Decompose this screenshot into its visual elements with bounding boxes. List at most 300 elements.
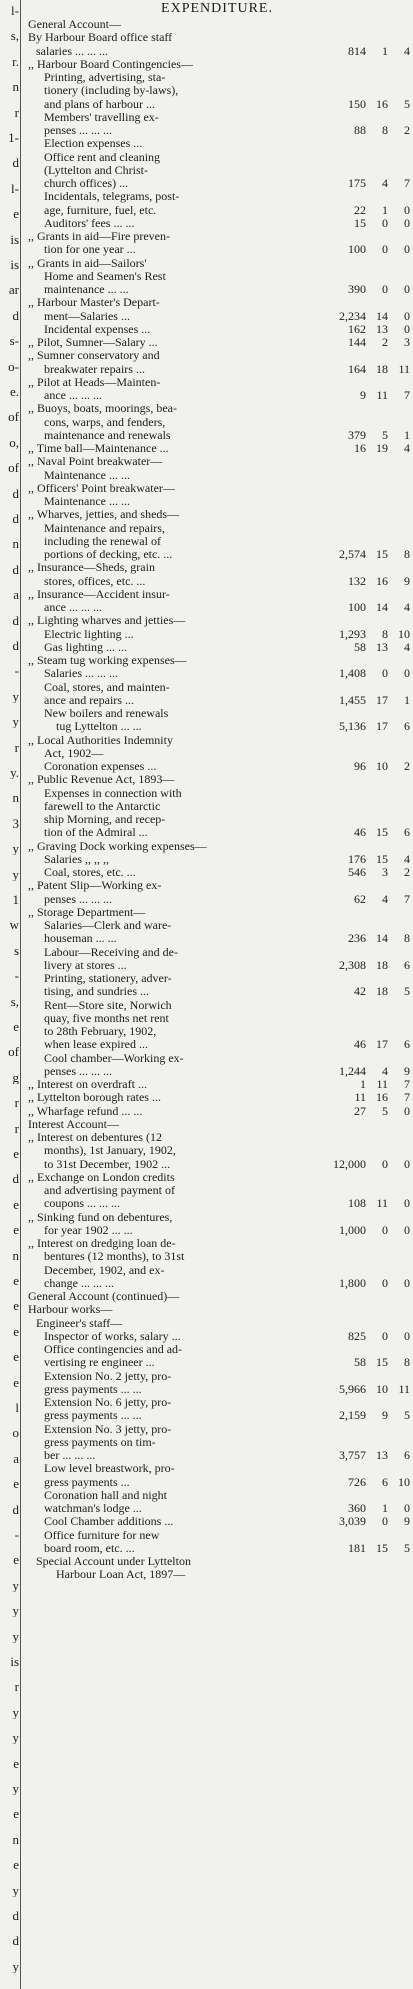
entry-text: (Lyttelton and Christ- [44,163,148,177]
fragment-word: d [12,1934,19,1948]
pounds-value: 144 [348,335,366,349]
pounds-value: 5,966 [339,1381,366,1396]
fragment-word: y [12,1578,19,1592]
fragment-word: n [12,1248,19,1262]
entry-text: ,, Sumner conservatory and [28,349,160,363]
shillings-value: 1 [382,43,388,58]
entry-line [24,522,410,535]
entry-line [24,985,410,998]
entry-line [24,1370,410,1383]
pence-value: 7 [404,176,410,190]
entry-line [24,800,410,813]
fragment-word: d [12,512,19,525]
fragment-word: e [13,207,19,221]
entry-line [24,999,410,1012]
entry-text: tug Lyttelton ... ... [56,720,142,734]
entry-line [24,442,410,455]
entry-text: Auditors' fees ... ... [44,216,135,230]
shillings-value: 1 [382,1501,388,1515]
fragment-word: n [12,80,19,94]
entry-text: Extension No. 3 jetty, pro- [44,1422,172,1436]
pence-value: 9 [404,1063,410,1078]
entry-line [24,296,410,309]
pence-value: 0 [404,202,410,217]
entry-line [24,1078,410,1091]
shillings-value: 18 [376,957,388,972]
entry-line [24,243,410,256]
entry-text: tion for one year ... [44,243,136,257]
entry-line [24,1343,410,1356]
fragment-word: - [14,969,19,983]
pence-value: 5 [404,96,410,111]
pounds-value: 108 [348,1196,366,1211]
entry-line [24,283,410,296]
pounds-value: 3,757 [339,1448,366,1462]
entry-line [24,919,410,932]
entry-text: ship Morning, and recep- [44,813,166,826]
pence-value: 0 [404,1501,410,1515]
entry-line [24,1211,410,1224]
shillings-value: 16 [376,573,388,588]
entry-text: to 28th February, 1902, [44,1025,157,1038]
fragment-word: 3 [12,816,19,830]
entry-line [24,1131,410,1144]
entry-line [24,1052,410,1065]
pence-value: 9 [404,573,410,588]
entry-text: Maintenance ... ... [44,495,130,508]
pence-value: 0 [404,308,410,323]
shillings-value: 10 [376,1381,388,1396]
entry-line [24,1144,410,1157]
entry-line [24,1330,410,1343]
fragment-word: r [14,740,19,754]
entry-line [24,614,410,627]
entry-line [24,455,410,468]
entry-line [24,1264,410,1277]
entry-line [24,641,410,654]
pence-value: 6 [404,1448,410,1462]
fragment-word: e [13,1350,19,1364]
fragment-word: 1- [8,131,19,144]
pence-value: 2 [404,865,410,879]
entry-line [24,1502,410,1515]
entry-line [24,111,410,124]
pounds-value: 58 [354,639,366,654]
entry-text: age, furniture, fuel, etc. [44,203,157,217]
fragment-word: e [13,1553,19,1567]
entry-line [24,760,410,773]
pounds-value: 379 [348,427,366,442]
entry-line [24,840,410,853]
entry-line [24,720,410,733]
entry-line [24,946,410,959]
entry-text: quay, five months net rent [44,1011,169,1025]
entry-text: church offices) ... [44,177,129,190]
fragment-word: y [12,1883,19,1897]
fragment-word: r. [12,54,19,68]
entry-line [24,1065,410,1078]
entry-line [24,164,410,177]
entry-line [24,151,410,164]
entry-text: ,, Naval Point breakwater— [28,455,163,469]
pence-value: 7 [404,1090,410,1105]
pounds-value: 132 [348,573,366,588]
entry-line [24,1197,410,1210]
entry-line [24,376,410,389]
fragment-word: d [12,486,19,500]
fragment-word: s- [9,334,19,348]
entry-line [24,773,410,786]
entry-line [24,707,410,720]
entry-text: Inspector of works, salary ... [44,1329,181,1343]
entry-text: Maintenance ... ... [44,468,130,482]
pounds-value: 814 [348,43,366,58]
entry-line [24,906,410,919]
entry-line [24,575,410,588]
shillings-value: 0 [382,1514,388,1529]
entry-text: ,, Insurance—Accident insur- [28,587,170,601]
entry-line [24,230,410,243]
entry-line [24,694,410,707]
fragment-word: e [13,1197,19,1211]
pence-value: 9 [404,1514,410,1529]
entry-text: months), 1st January, 1902, [44,1144,176,1158]
entry-text: Maintenance and repairs, [44,521,165,535]
entry-text: Harbour Loan Act, 1897— [56,1568,186,1582]
fragment-word: y [12,1731,19,1745]
shillings-value: 0 [382,1275,388,1290]
fragment-word: of [8,1045,19,1059]
pence-value: 1 [404,692,410,707]
shillings-value: 19 [376,441,388,455]
entry-line [24,1476,410,1489]
pence-value: 2 [404,123,410,137]
pounds-value: 726 [348,1474,366,1489]
entry-text: ,, Harbour Master's Depart- [28,296,160,310]
entry-text: breakwater repairs ... [44,362,145,376]
entry-text: Extension No. 6 jetty, pro- [44,1396,172,1409]
entry-line [24,1383,410,1396]
entry-text: ,, Harbour Board Contingencies— [28,57,193,71]
fragment-word: o- [8,359,19,373]
fragment-word: a [13,588,19,602]
entry-line [24,336,410,349]
pence-value: 7 [404,891,410,906]
entry-line [24,45,410,58]
fragment-word: y [12,689,19,703]
entry-text: bentures (12 months), to 31st [44,1250,185,1264]
entry-line [24,482,410,495]
pence-value: 0 [404,282,410,296]
entry-text: ,, Buoys, boats, moorings, bea- [28,402,177,416]
adjacent-column-fragment [0,0,21,1989]
entry-text: vertising re engineer ... [44,1356,155,1370]
fragment-word: 1 [12,893,19,906]
fragment-word: of [8,461,19,475]
entry-text: Extension No. 2 jetty, pro- [44,1369,172,1383]
fragment-word: e [13,1324,19,1338]
entry-text: coupons ... ... ... [44,1197,120,1211]
pounds-value: 42 [354,984,366,999]
pounds-value: 16 [354,441,366,455]
entry-line [24,1184,410,1197]
pence-value: 8 [404,931,410,946]
fragment-word: y. [10,766,19,779]
shillings-value: 18 [376,984,388,999]
entry-line [24,217,410,230]
fragment-word: y [12,715,19,729]
fragment-word: n [12,537,19,551]
entry-text: ,, Patent Slip—Working ex- [28,879,162,893]
entry-text: Coronation expenses ... [44,760,157,773]
entry-text: penses ... ... ... [44,892,112,906]
entry-text: Interest Account— [28,1117,119,1131]
entry-line [24,561,410,574]
fragment-word: is [10,232,19,246]
entry-text: ance and repairs ... [44,693,134,707]
pounds-value: 1,408 [339,666,366,681]
fragment-word: l- [11,4,19,17]
entry-line [24,879,410,892]
entry-text: Labour—Receiving and de- [44,945,178,959]
pence-value: 7 [404,388,410,402]
entry-line [24,853,410,866]
fragment-word: n [12,791,19,805]
entry-line [24,1396,410,1409]
entry-line [24,429,410,442]
pence-value: 0 [404,1275,410,1290]
entry-text: ,, Pilot at Heads—Mainten- [28,375,161,389]
entry-text: Incidentals, telegrams, post- [44,190,180,204]
shillings-value: 15 [376,1540,388,1555]
fragment-word: e [13,1274,19,1287]
entry-text: Election expenses ... [44,137,143,151]
fragment-word: - [14,1528,19,1541]
fragment-word: - [14,664,19,678]
shillings-value: 11 [376,1196,388,1211]
entry-line [24,1158,410,1171]
fragment-word: r [14,1680,19,1694]
fragment-word: e [13,1807,19,1821]
entry-line [24,1277,410,1290]
entry-line [24,190,410,203]
entry-line [24,1423,410,1436]
pence-value: 10 [398,626,410,641]
pounds-value: 15 [354,215,366,230]
pounds-value: 58 [354,1355,366,1370]
shillings-value: 16 [376,96,388,111]
entry-text: By Harbour Board office staff [28,31,173,45]
pounds-value: 100 [348,242,366,257]
entry-text: ,, Exchange on London credits [28,1170,175,1184]
entry-line [24,826,410,839]
pounds-value: 46 [354,825,366,840]
entry-line [24,508,410,521]
entry-line [24,972,410,985]
pounds-value: 2,308 [339,957,366,972]
entry-line [24,959,410,972]
shillings-value: 16 [376,1090,388,1105]
entry-line [24,257,410,270]
entry-text: ,, Interest on debentures (12 [28,1131,162,1144]
entry-line [24,1025,410,1038]
shillings-value: 15 [376,825,388,840]
pounds-value: 2,159 [339,1408,366,1423]
pounds-value: 1,244 [339,1063,366,1078]
pence-value: 6 [404,1037,410,1052]
entry-line [24,18,410,31]
entry-text: Incidental expenses ... [44,322,151,336]
pounds-value: 1 [360,1077,366,1091]
pounds-value: 88 [354,123,366,137]
entries-list [24,18,410,1582]
fragment-word: y [12,1604,19,1618]
entry-text: maintenance ... ... [44,283,129,296]
entry-line [24,1224,410,1237]
entry-text: ,, Grants in aid—Sailors' [28,256,147,270]
entry-text: salaries ... ... ... [36,44,108,58]
entry-text: gress payments ... ... [44,1409,142,1423]
entry-text: ber ... ... ... [44,1449,96,1462]
pounds-value: 27 [354,1103,366,1118]
entry-line [24,667,410,680]
entry-text: Cool chamber—Working ex- [44,1051,184,1065]
pence-value: 8 [404,547,410,561]
shillings-value: 17 [376,692,388,707]
entry-line [24,270,410,283]
fragment-word: o [12,1426,19,1440]
shillings-value: 8 [382,626,388,641]
fragment-word: d [12,639,19,652]
pence-value: 0 [404,1103,410,1118]
entry-text: Printing, advertising, sta- [44,71,166,84]
pence-value: 11 [398,1381,410,1396]
entry-text: penses ... ... ... [44,1064,112,1078]
entry-line [24,323,410,336]
entry-line [24,1250,410,1263]
entry-text: ment—Salaries ... [44,309,130,323]
shillings-value: 2 [382,335,388,349]
pounds-value: 22 [354,202,366,217]
entry-line [24,1555,410,1568]
shillings-value: 6 [382,1474,388,1489]
shillings-value: 10 [376,759,388,773]
entry-line [24,932,410,945]
pounds-value: 546 [348,865,366,879]
fragment-word: r [14,105,19,119]
shillings-value: 14 [376,600,388,614]
entry-line [24,310,410,323]
pounds-value: 2,574 [339,547,366,561]
pounds-value: 62 [354,891,366,906]
entry-line [24,1436,410,1449]
shillings-value: 14 [376,308,388,323]
shillings-value: 5 [382,427,388,442]
pounds-value: 176 [348,851,366,866]
entry-text: Coal, stores, and mainten- [44,680,170,694]
entry-line [24,747,410,760]
fragment-word: y [12,842,19,856]
entry-text: maintenance and renewals [44,428,171,442]
shillings-value: 5 [382,1103,388,1118]
entry-line [24,787,410,800]
entry-line [24,1409,410,1422]
pence-value: 2 [404,759,410,773]
pounds-value: 236 [348,931,366,946]
pence-value: 3 [404,335,410,349]
entry-line [24,1568,410,1581]
shillings-value: 13 [376,639,388,654]
shillings-value: 15 [376,851,388,866]
entry-text: tionery (including by-laws), [44,84,179,98]
entry-line [24,389,410,402]
entry-text: ,, Local Authorities Indemnity [28,733,173,747]
pence-value: 6 [404,825,410,840]
pence-value: 5 [404,1540,410,1555]
entry-text: for year 1902 ... ... [44,1223,133,1237]
entry-text: watchman's lodge ... [44,1502,142,1515]
fragment-word: d [12,308,19,322]
entry-text: penses ... ... ... [44,124,112,137]
entry-line [24,548,410,561]
entry-line [24,681,410,694]
fragment-word: r [14,1121,19,1135]
shillings-value: 0 [382,1328,388,1343]
entry-text: ,, Wharves, jetties, and sheds— [28,508,180,522]
pounds-value: 181 [348,1540,366,1555]
entry-text: General Account— [28,18,121,31]
fragment-word: r [14,1096,19,1110]
entry-text: ,, Wharfage refund ... ... [28,1104,143,1118]
entry-text: houseman ... ... [44,932,117,946]
pence-value: 10 [398,1474,410,1489]
entry-line [24,1489,410,1502]
fragment-word: y [12,867,19,881]
pounds-value: 11 [354,1090,366,1105]
entry-line [24,31,410,44]
entry-line [24,363,410,376]
fragment-word: g [12,1070,19,1084]
entry-text: Coal, stores, etc. ... [44,866,136,879]
shillings-value: 4 [382,891,388,906]
shillings-value: 1 [382,202,388,217]
entry-line [24,177,410,190]
fragment-word: d [12,1502,19,1516]
entry-text: ,, Pilot, Sumner—Salary ... [28,336,158,349]
pounds-value: 1,455 [339,692,366,707]
entry-line [24,1091,410,1104]
entry-text: ,, Grants in aid—Fire preven- [28,230,170,243]
entry-text: Salaries ... ... ... [44,667,118,681]
fragment-word: y [12,1959,19,1973]
entry-text: gress payments ... ... [44,1382,142,1396]
entry-line [24,1303,410,1316]
entry-text: stores, offices, etc. ... [44,574,146,588]
entry-line [24,628,410,641]
pence-value: 5 [404,1408,410,1423]
pence-value: 0 [404,666,410,681]
shillings-value: 4 [382,1063,388,1078]
pounds-value: 3,039 [339,1514,366,1529]
entry-text: Harbour works— [28,1303,113,1317]
pounds-value: 100 [348,600,366,614]
entry-text: Salaries—Clerk and ware- [44,919,172,932]
entry-text: ,, Lighting wharves and jetties— [28,614,186,628]
pounds-value: 825 [348,1328,366,1343]
entry-line [24,1317,410,1330]
entry-text: and advertising payment of [44,1184,175,1197]
entry-text: Engineer's staff— [36,1316,123,1330]
